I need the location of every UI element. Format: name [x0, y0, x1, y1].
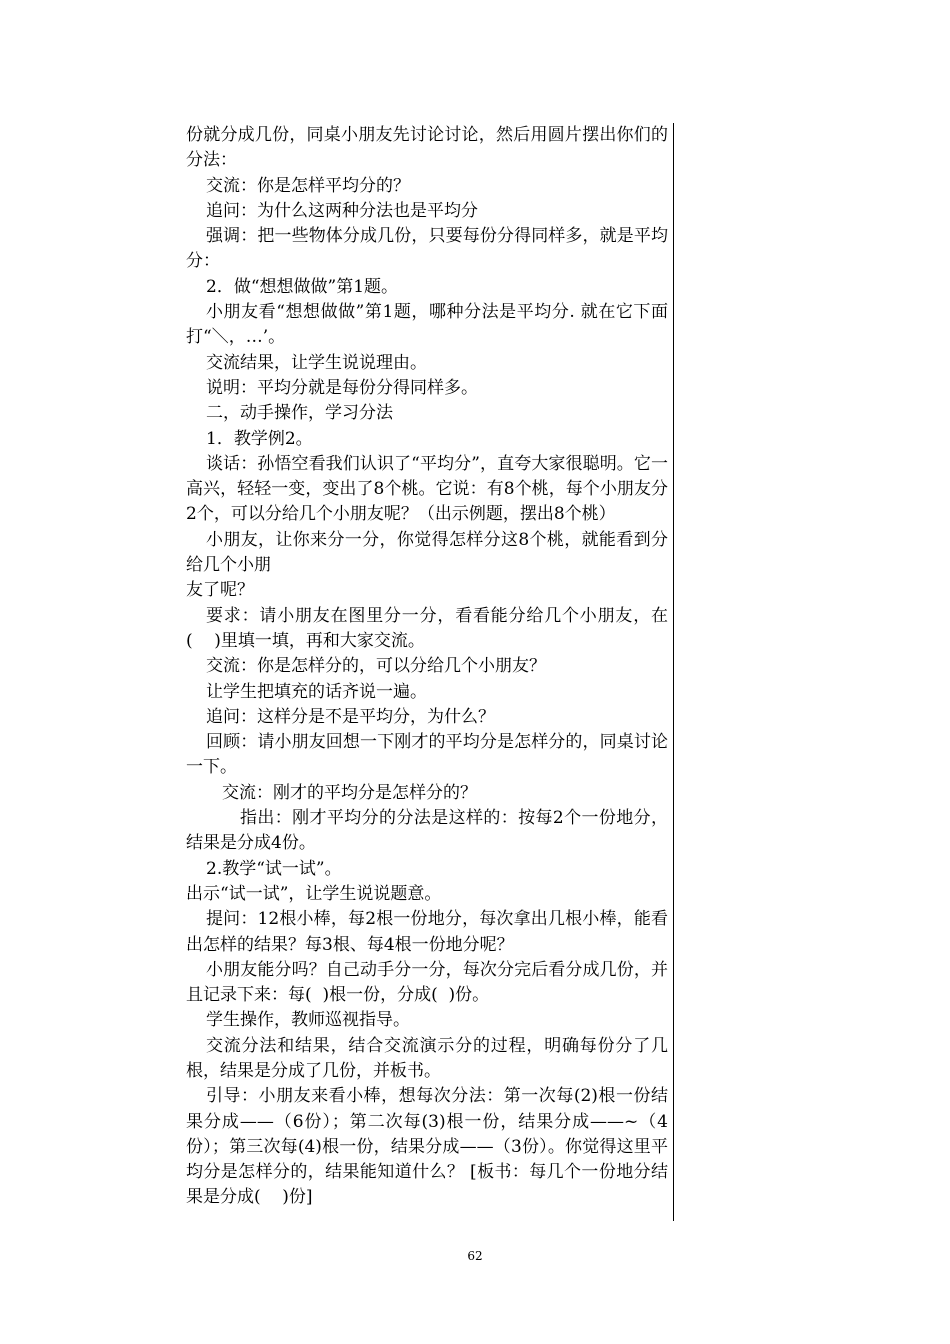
- paragraph: 交流结果，让学生说说理由。: [206, 352, 427, 373]
- paragraph: 出示“试一试”，让学生说说题意。: [186, 883, 442, 904]
- paragraph: 让学生把填充的话齐说一遍。: [206, 681, 427, 702]
- paragraph: 指出：刚才平均分的分法是这样的：按每2个一份地分，结果是分成4份。: [186, 808, 668, 854]
- paragraph: 小朋友能分吗？自己动手分一分，每次分完后看分成几份，并且记录下来：每( )根一份，分成( )份。: [186, 959, 668, 1006]
- paragraph: 交流：你是怎样平均分的？: [206, 175, 410, 196]
- paragraph: 回顾：请小朋友回想一下刚才的平均分是怎样分的，同桌讨论一下。: [186, 732, 668, 778]
- paragraph: 友了呢？: [186, 580, 254, 601]
- paragraph: 要求：请小朋友在图里分一分，看看能分给几个小朋友，在( )里填一填，再和大家交流。: [186, 605, 668, 651]
- paragraph: 小朋友看“想想做做”第1题，哪种分法是平均分. 就在它下面打“＼，…’。: [186, 302, 668, 348]
- paragraph: 交流：刚才的平均分是怎样分的？: [222, 782, 477, 803]
- paragraph: 份就分成几份，同桌小朋友先讨论讨论，然后用圆片摆出你们的分法：: [186, 125, 668, 171]
- paragraph: 2．做“想想做做”第1题。: [206, 276, 399, 297]
- body-text: [186, 123, 668, 1211]
- paragraph: 谈话：孙悟空看我们认识了“平均分”，直夸大家很聪明。它一高兴，轻轻一变，变出了8个桃。它说：有8个桃，每个小朋友分2个，可以分给几个小朋友呢？（出示例题，摆出8个桃）: [186, 453, 668, 525]
- paragraph: 说明：平均分就是每份分得同样多。: [206, 377, 478, 398]
- paragraph: 提问：12根小棒，每2根一份地分，每次拿出几根小棒，能看出怎样的结果？每3根、每4根一份地分呢？: [186, 909, 668, 955]
- paragraph: 追问：这样分是不是平均分，为什么？: [206, 706, 495, 727]
- paragraph: 二，动手操作，学习分法: [206, 403, 393, 424]
- paragraph: 1．教学例2。: [206, 428, 313, 449]
- paragraph: 小朋友，让你来分一分，你觉得怎样分这8个桃，就能看到分给几个小朋: [186, 529, 668, 576]
- right-border-line: [673, 123, 674, 1221]
- paragraph: 交流分法和结果，结合交流演示分的过程，明确每份分了几根，结果是分成了几份，并板书。: [186, 1035, 668, 1081]
- paragraph: 追问：为什么这两种分法也是平均分: [206, 200, 478, 221]
- paragraph: 引导：小朋友来看小棒，想每次分法：第一次每(2)根一份结果分成——（6份）；第二次每(3)根一份，结果分成——~（4份）；第三次每(4)根一份，结果分成——（3份）。你觉得这里平均分是怎样分的，结果能知道什么？ [板书：每几个一份地分结果是分成( )份]: [186, 1086, 668, 1208]
- paragraph: 强调：把一些物体分成几份，只要每份分得同样多，就是平均分：: [186, 226, 668, 272]
- paragraph: 学生操作，教师巡视指导。: [206, 1010, 410, 1031]
- paragraph: 2.教学“试一试”。: [206, 858, 342, 879]
- paragraph: 交流：你是怎样分的，可以分给几个小朋友？: [206, 656, 546, 677]
- page-number: 62: [467, 1249, 483, 1263]
